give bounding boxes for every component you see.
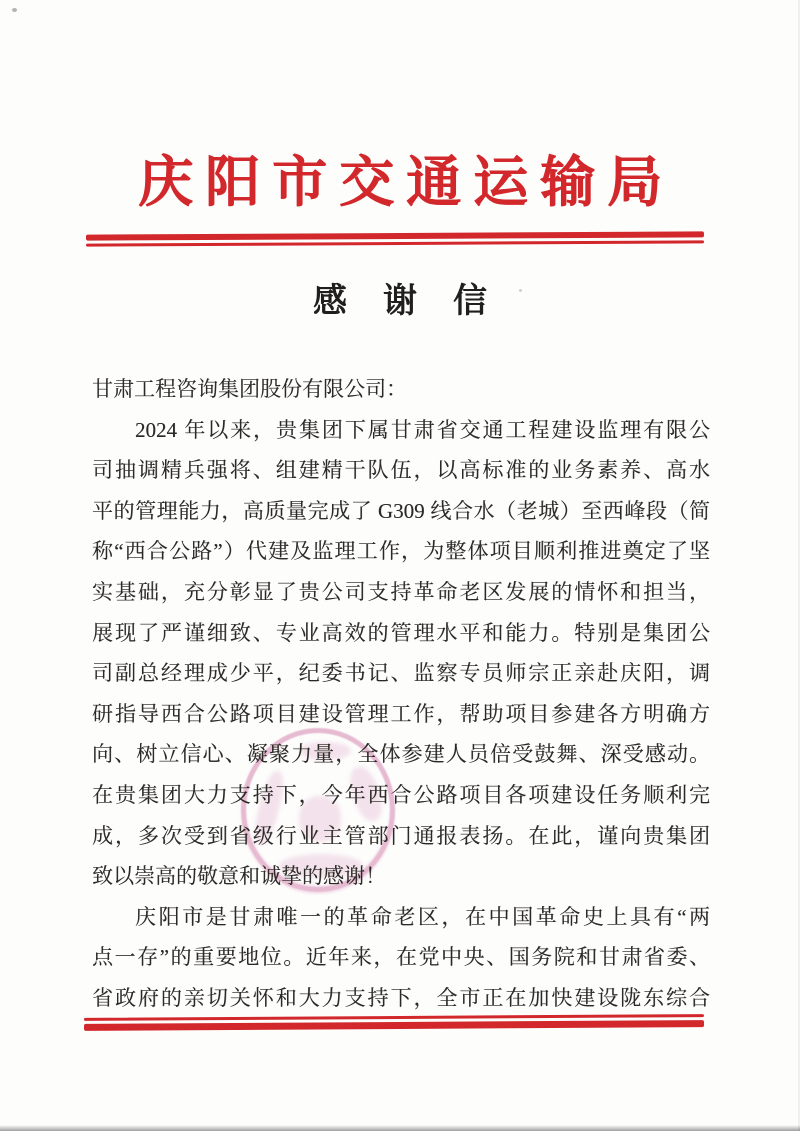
body-line: 庆阳市是甘肃唯一的革命老区，在中国革命史上具有“两 [135, 904, 710, 929]
body-line: 展现了严谨细致、专业高效的管理水平和能力。特别是集团公 [92, 620, 710, 645]
body-line: 甘肃工程咨询集团股份有限公司： [92, 377, 407, 401]
letterhead-title: 庆阳市交通运输局 [137, 152, 674, 213]
letterhead-divider [86, 231, 704, 246]
body-line: 司抽调精兵强将、组建精干队伍，以高标准的业务素养、高水 [92, 458, 710, 483]
body-line: 2024 年以来，贵集团下属甘肃省交通工程建设监理有限公 [135, 417, 710, 442]
scan-edge-artifact [0, 1125, 800, 1131]
body-line: 点一存”的重要地位。近年来，在党中央、国务院和甘肃省委、 [92, 945, 710, 970]
body-line: 司副总经理成少平，纪委书记、监察专员师宗正亲赴庆阳，调 [92, 661, 710, 686]
body-line: 致以崇高的敬意和诚挚的感谢！ [92, 864, 386, 889]
document-title: 感谢信 [313, 283, 523, 320]
body-line: 在贵集团大力支持下，今年西合公路项目各项建设任务顺利完 [92, 782, 710, 807]
body-line: 研指导西合公路项目建设管理工作，帮助项目参建各方明确方 [92, 701, 710, 726]
body-line: 省政府的亲切关怀和大力支持下，全市正在加快建设陇东综合 [92, 985, 710, 1010]
body-line: 实基础，充分彰显了贵公司支持革命老区发展的情怀和担当， [92, 579, 710, 604]
body-line: 称“西合公路”）代建及监理工作，为整体项目顺利推进奠定了坚 [92, 539, 710, 564]
body-line: 成，多次受到省级行业主管部门通报表扬。在此，谨向贵集团 [92, 823, 710, 848]
body-line: 向、树立信心、凝聚力量，全体参建人员倍受鼓舞、深受感动。 [92, 742, 710, 767]
scan-speck [519, 289, 522, 292]
letter-body [92, 369, 710, 1019]
scan-speck [12, 8, 17, 12]
body-line: 平的管理能力，高质量完成了 G309 线合水（老城）至西峰段（简 [92, 498, 710, 523]
